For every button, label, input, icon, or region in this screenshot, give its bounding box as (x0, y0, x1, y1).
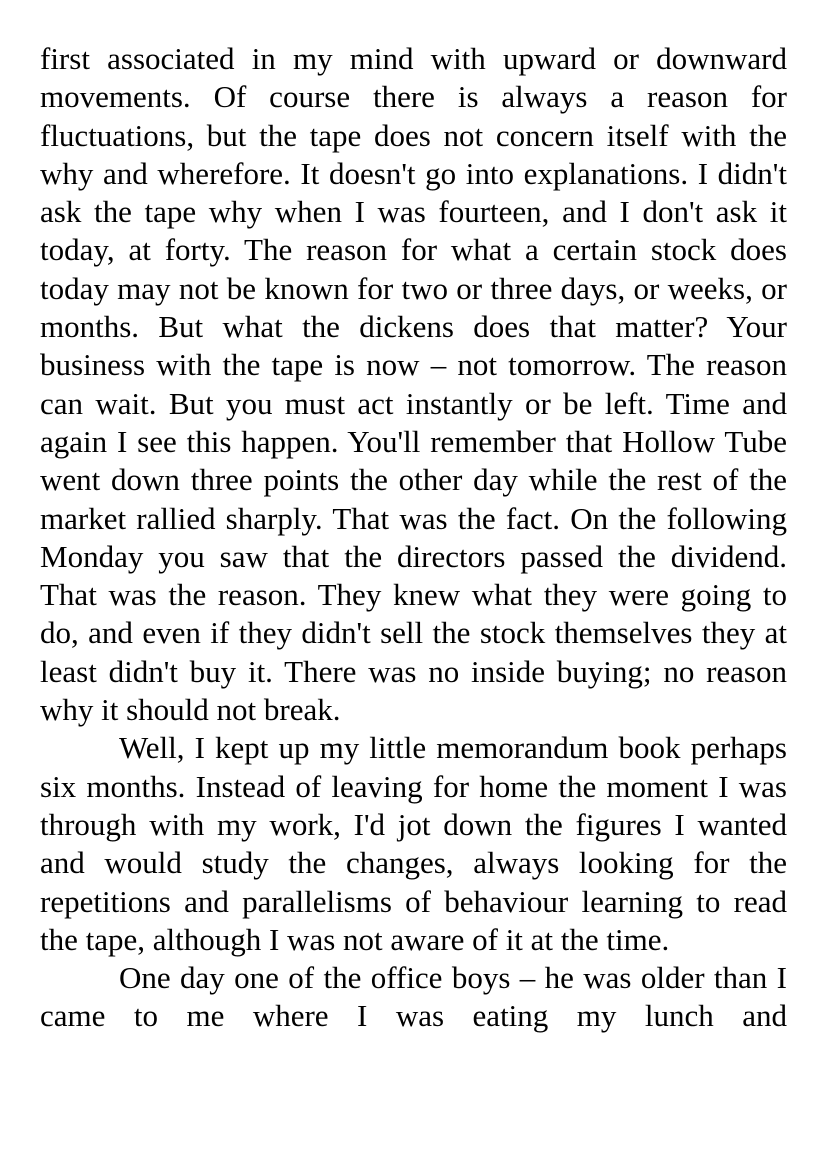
document-page (40, 40, 787, 1036)
paragraph-office-boy: One day one of the office boys – he was older than I came to me where I was eating my lunch and (40, 960, 787, 1034)
paragraph-continuation: first associated in my mind with upward or downward movements. Of course there is always a reason for fluctuations, but the tape does not concern itself with the why and wherefore. It doesn't go into explanations. I didn't ask the tape why when I was fourteen, and I don't ask it today, at forty. The reason for what a certain stock does today may not be known for two or three days, or weeks, or months. But what the dickens does that matter? Your business with the tape is now – not tomorrow. The reason can wait. But you must act instantly or be left. Time and again I see this happen. You'll remember that Hollow Tube went down three points the other day while the rest of the market rallied sharply. That was the fact. On the following Monday you saw that the directors passed the dividend. That was the reason. They knew what they were going to do, and even if they didn't sell the stock themselves they at least didn't buy it. There was no inside buying; no reason why it should not break. (40, 41, 787, 728)
paragraph-memorandum-book: Well, I kept up my little memorandum book perhaps six months. Instead of leaving for home the moment I was through with my work, I'd jot down the figures I wanted and would study the changes, always looking for the repetitions and parallelisms of behaviour learning to read the tape, although I was not aware of it at the time. (40, 730, 787, 957)
